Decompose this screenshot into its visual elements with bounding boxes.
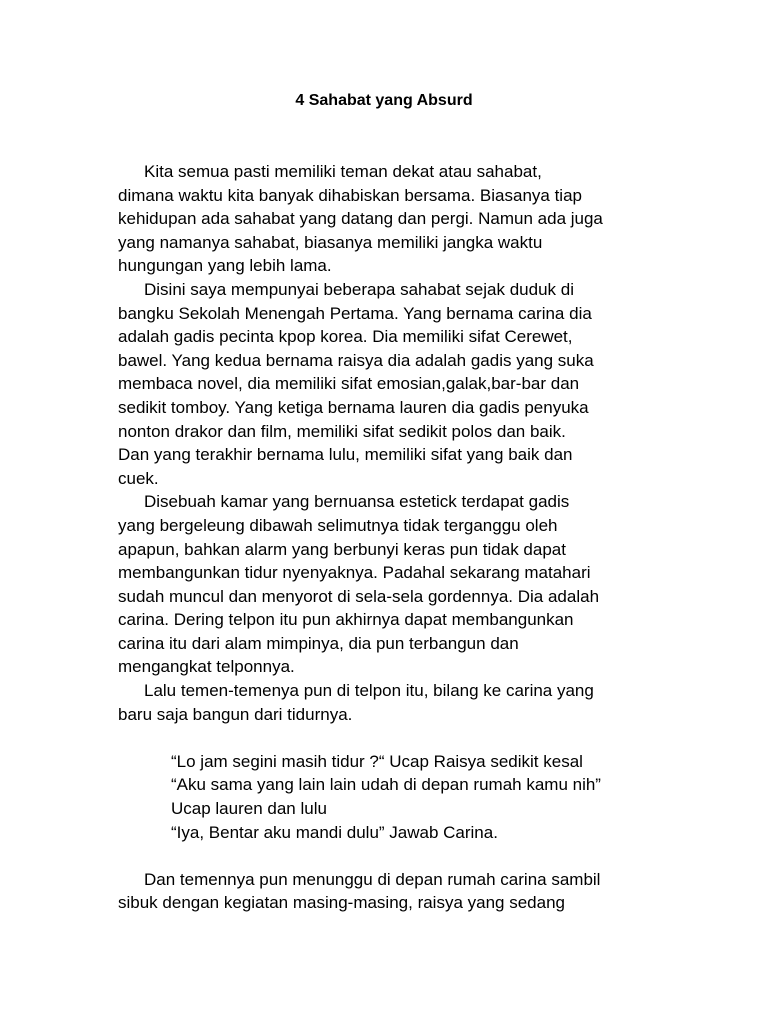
- dialogue-line: Ucap lauren dan lulu: [171, 799, 327, 819]
- text-line: Dan yang terakhir bernama lulu, memiliki sifat yang baik dan: [118, 445, 573, 465]
- text-line: nonton drakor dan film, memiliki sifat sedikit polos dan baik.: [118, 421, 566, 441]
- text-line: cuek.: [118, 468, 159, 488]
- text-line: dimana waktu kita banyak dihabiskan bersama. Biasanya tiap: [118, 185, 582, 205]
- text-line: Dan temennya pun menunggu di depan rumah carina sambil: [144, 869, 601, 889]
- text-line: mengangkat telponnya.: [118, 657, 295, 677]
- text-line: Disebuah kamar yang bernuansa estetick terdapat gadis: [144, 492, 570, 512]
- text-line: kehidupan ada sahabat yang datang dan pergi. Namun ada juga: [118, 209, 603, 229]
- text-line: Kita semua pasti memiliki teman dekat atau sahabat,: [144, 162, 542, 181]
- dialogue-line: “Iya, Bentar aku mandi dulu” Jawab Carina.: [171, 822, 498, 842]
- text-line: yang bergeleung dibawah selimutnya tidak terganggu oleh: [118, 515, 558, 535]
- dialogue-line: “Lo jam segini masih tidur ?“ Ucap Raisya sedikit kesal: [171, 751, 583, 771]
- text-line: yang namanya sahabat, biasanya memiliki jangka waktu: [118, 232, 543, 252]
- text-line: sibuk dengan kegiatan masing-masing, raisya yang sedang: [118, 893, 565, 913]
- text-line: bangku Sekolah Menengah Pertama. Yang bernama carina dia: [118, 303, 592, 323]
- document-body: [118, 160, 658, 915]
- text-line: membangunkan tidur nyenyaknya. Padahal sekarang matahari: [118, 563, 591, 583]
- text-line: Lalu temen-temenya pun di telpon itu, bilang ke carina yang: [144, 681, 594, 701]
- text-line: carina. Dering telpon itu pun akhirnya dapat membangunkan: [118, 610, 574, 630]
- document-title: 4 Sahabat yang Absurd: [295, 92, 473, 109]
- text-line: sedikit tomboy. Yang ketiga bernama lauren dia gadis penyuka: [118, 397, 589, 417]
- dialogue-line: “Aku sama yang lain lain udah di depan rumah kamu nih”: [171, 775, 601, 795]
- text-line: apapun, bahkan alarm yang berbunyi keras pun tidak dapat: [118, 539, 566, 559]
- text-line: carina itu dari alam mimpinya, dia pun terbangun dan: [118, 633, 519, 653]
- text-line: bawel. Yang kedua bernama raisya dia adalah gadis yang suka: [118, 350, 594, 370]
- text-line: adalah gadis pecinta kpop korea. Dia memiliki sifat Cerewet,: [118, 327, 573, 347]
- text-line: hungungan yang lebih lama.: [118, 256, 332, 276]
- text-line: membaca novel, dia memiliki sifat emosian,galak,bar-bar dan: [118, 374, 580, 394]
- text-line: sudah muncul dan menyorot di sela-sela gordennya. Dia adalah: [118, 586, 600, 606]
- text-line: Disini saya mempunyai beberapa sahabat sejak duduk di: [144, 279, 574, 299]
- text-line: baru saja bangun dari tidurnya.: [118, 704, 353, 724]
